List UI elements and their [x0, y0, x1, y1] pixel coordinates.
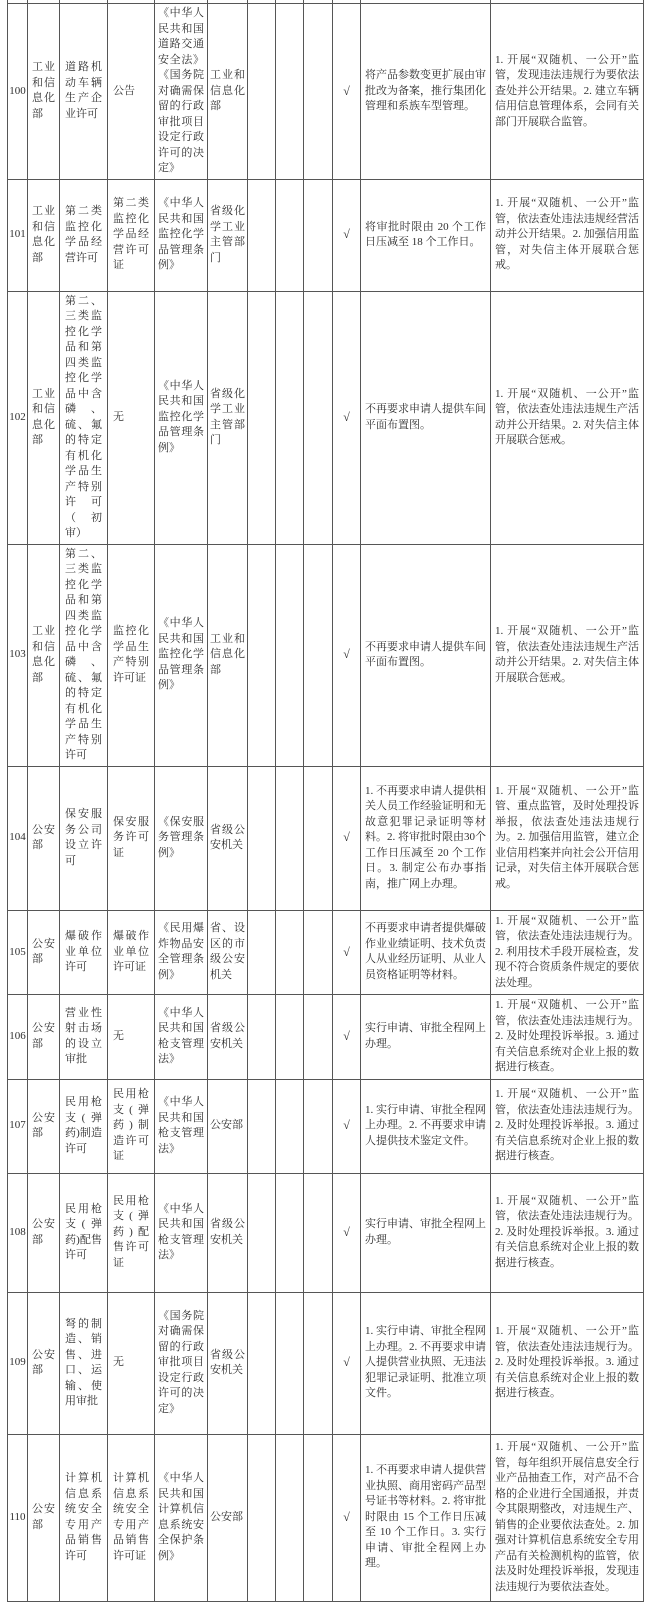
cell-item-name: 营业性射击场的设立审批: [60, 995, 108, 1080]
cell-legal-basis: 《中华人民共和国枪支管理法》: [155, 995, 208, 1080]
cell-agency: 公安部: [208, 1434, 248, 1601]
cell-reform-mode-1: [248, 1434, 276, 1601]
cell-dept: 公安部: [28, 1434, 60, 1601]
cell-seq: 102: [8, 291, 28, 544]
cell-reform-check: √: [333, 995, 361, 1080]
table-row: [8, 291, 644, 544]
table-row: [8, 179, 644, 291]
cell-dept: 公安部: [28, 766, 60, 910]
cell-reform-measures: 实行申请、审批全程网上办理。: [361, 1173, 491, 1292]
cell-reform-mode-3: [304, 766, 333, 910]
cell-supervision-measures: 1. 开展“双随机、一公开”监管，依法查处违法违规行为。2. 及时处理投诉举报。3. 通过有关信息系统对企业上报的数据进行核查。: [491, 1292, 644, 1434]
cell-seq: 100: [8, 4, 28, 180]
cell-reform-mode-2: [276, 544, 304, 766]
cell-legal-basis: 《中华人民共和国监控化学品管理条例》: [155, 179, 208, 291]
cell-agency: 省级公安机关: [208, 1292, 248, 1434]
cell-reform-check: √: [333, 1079, 361, 1173]
cell-reform-check: √: [333, 766, 361, 910]
cell-legal-basis: 《中华人民共和国监控化学品管理条例》: [155, 291, 208, 544]
cell-reform-mode-1: [248, 766, 276, 910]
cell-reform-mode-3: [304, 1173, 333, 1292]
cell-reform-check: √: [333, 1292, 361, 1434]
cell-seq: 109: [8, 1292, 28, 1434]
cell-legal-basis: 《保安服务管理条例》: [155, 766, 208, 910]
cell-reform-check: √: [333, 179, 361, 291]
table-row: [8, 910, 644, 995]
cell-seq: 103: [8, 544, 28, 766]
cell-reform-mode-3: [304, 995, 333, 1080]
cell-agency: 省级公安机关: [208, 1173, 248, 1292]
cell-reform-measures: 将产品参数变更扩展由审批改为备案，推行集团化管理和系族车型管理。: [361, 4, 491, 180]
cell-reform-measures: 1. 实行申请、审批全程网上办理。2. 不再要求申请人提供营业执照、无违法犯罪记录证明、批准立项文件。: [361, 1292, 491, 1434]
cell-reform-mode-3: [304, 910, 333, 995]
cell-dept: 公安部: [28, 1079, 60, 1173]
cell-dept: 公安部: [28, 910, 60, 995]
cell-item-name: 弩的制造、销售、进口、运输、使用审批: [60, 1292, 108, 1434]
cell-item-name: 第二、三类监控化学品和第四类监控化学品中含磷、硫、氟的特定有机化学品生产特别许可: [60, 544, 108, 766]
cell-supervision-measures: 1. 开展“双随机、一公开”监管，依法查处违法违规行为。2. 利用技术手段开展检查，发现不符合资质条件规定的要依法处理。: [491, 910, 644, 995]
cell-reform-mode-2: [276, 1434, 304, 1601]
cell-legal-basis: 《国务院对确需保留的行政审批项目设定行政许可的决定》: [155, 1292, 208, 1434]
cell-reform-mode-3: [304, 4, 333, 180]
cell-reform-mode-2: [276, 1173, 304, 1292]
cell-agency: 工业和信息化部: [208, 544, 248, 766]
cell-reform-mode-1: [248, 1292, 276, 1434]
cell-license: 公告: [108, 4, 155, 180]
cell-reform-mode-1: [248, 179, 276, 291]
cell-item-name: 民用枪支(弹药)制造许可: [60, 1079, 108, 1173]
table-row: [8, 1292, 644, 1434]
cell-agency: 公安部: [208, 1079, 248, 1173]
cell-reform-check: √: [333, 910, 361, 995]
cell-reform-mode-3: [304, 179, 333, 291]
cell-dept: 工业和信息化部: [28, 179, 60, 291]
cell-supervision-measures: 1. 开展“双随机、一公开”监管，依法查处违法违规行为。2. 及时处理投诉举报。3. 通过有关信息系统对企业上报的数据进行核查。: [491, 995, 644, 1080]
cell-seq: 106: [8, 995, 28, 1080]
table-row: [8, 1173, 644, 1292]
table-row: [8, 4, 644, 180]
cell-dept: 工业和信息化部: [28, 544, 60, 766]
cell-supervision-measures: 1. 开展“双随机、一公开”监管，依法查处违法违规经营活动并公开结果。2. 加强信用监管，对失信主体开展联合惩戒。: [491, 179, 644, 291]
cell-license: 无: [108, 291, 155, 544]
cell-seq: 110: [8, 1434, 28, 1601]
cell-agency: 省级公安机关: [208, 995, 248, 1080]
cell-legal-basis: 《中华人民共和国枪支管理法》: [155, 1079, 208, 1173]
cell-reform-measures: 1. 不再要求申请人提供相关人员工作经验证明和无故意犯罪记录证明等材料。2. 将审批时限由30个工作日压减至 20 个工作日。3. 制定公布办事指南，推广网上办理。: [361, 766, 491, 910]
cell-dept: 工业和信息化部: [28, 291, 60, 544]
cell-supervision-measures: 1. 开展“双随机、一公开”监管，依法查处违法违规行为。2. 及时处理投诉举报。3. 通过有关信息系统对企业上报的数据进行核查。: [491, 1173, 644, 1292]
cell-reform-mode-3: [304, 291, 333, 544]
cell-license: 无: [108, 1292, 155, 1434]
cell-item-name: 第二类监控化学品经营许可: [60, 179, 108, 291]
cell-legal-basis: 《中华人民共和国监控化学品管理条例》: [155, 544, 208, 766]
cell-supervision-measures: 1. 开展“双随机、一公开”监管，依法查处违法违规行为。2. 及时处理投诉举报。3. 通过有关信息系统对企业上报的数据进行核查。: [491, 1079, 644, 1173]
cell-agency: 省级化学工业主管部门: [208, 179, 248, 291]
cell-seq: 105: [8, 910, 28, 995]
cell-reform-mode-3: [304, 1434, 333, 1601]
licensing-items-table: [7, 0, 644, 1602]
cell-reform-mode-1: [248, 1079, 276, 1173]
cell-reform-measures: 1. 不再要求申请人提供营业执照、商用密码产品型号证书等材料。2. 将审批时限由 15 个工作日压减至 10 个工作日。3. 实行申请、审批全程网上办理。: [361, 1434, 491, 1601]
cell-item-name: 道路机动车辆生产企业许可: [60, 4, 108, 180]
cell-license: 民用枪支(弹药)配售许可证: [108, 1173, 155, 1292]
cell-reform-mode-2: [276, 1292, 304, 1434]
cell-supervision-measures: 1. 开展“双随机、一公开”监管，依法查处违法违规生产活动并公开结果。2. 对失信主体开展联合惩戒。: [491, 291, 644, 544]
cell-supervision-measures: 1. 开展“双随机、一公开”监管、重点监管，及时处理投诉举报，依法查处违法违规行为。2. 加强信用监管，建立企业信用档案并向社会公开信用记录，对失信主体开展联合惩戒。: [491, 766, 644, 910]
cell-legal-basis: 《中华人民共和国道路交通安全法》《国务院对确需保留的行政审批项目设定行政许可的决定》: [155, 4, 208, 180]
cell-reform-mode-1: [248, 1173, 276, 1292]
cell-seq: 104: [8, 766, 28, 910]
cell-reform-mode-2: [276, 291, 304, 544]
cell-license: 第二类监控化学品经营许可证: [108, 179, 155, 291]
cell-license: 无: [108, 995, 155, 1080]
cell-reform-mode-1: [248, 544, 276, 766]
cell-reform-mode-3: [304, 1292, 333, 1434]
cell-dept: 公安部: [28, 1173, 60, 1292]
cell-reform-mode-1: [248, 291, 276, 544]
cell-agency: 省级化学工业主管部门: [208, 291, 248, 544]
cell-legal-basis: 《中华人民共和国枪支管理法》: [155, 1173, 208, 1292]
cell-agency: 工业和信息化部: [208, 4, 248, 180]
cell-supervision-measures: 1. 开展“双随机、一公开”监管，发现违法违规行为要依法查处并公开结果。2. 建立车辆信用信息管理体系，会同有关部门开展联合监管。: [491, 4, 644, 180]
cell-reform-check: √: [333, 4, 361, 180]
cell-reform-check: √: [333, 1434, 361, 1601]
cell-license: 计算机信息系统安全专用产品销售许可证: [108, 1434, 155, 1601]
cell-seq: 107: [8, 1079, 28, 1173]
cell-agency: 省级公安机关: [208, 766, 248, 910]
cell-reform-measures: 不再要求申请人提供车间平面布置图。: [361, 291, 491, 544]
cell-reform-mode-2: [276, 995, 304, 1080]
cell-reform-check: √: [333, 544, 361, 766]
cell-reform-mode-2: [276, 910, 304, 995]
cell-seq: 101: [8, 179, 28, 291]
cell-dept: 公安部: [28, 1292, 60, 1434]
cell-reform-mode-2: [276, 1079, 304, 1173]
cell-license: 监控化学品生产特别许可证: [108, 544, 155, 766]
cell-reform-mode-1: [248, 4, 276, 180]
cell-reform-measures: 1. 实行申请、审批全程网上办理。2. 不再要求申请人提供技术鉴定文件。: [361, 1079, 491, 1173]
cell-item-name: 爆破作业单位许可: [60, 910, 108, 995]
cell-license: 保安服务许可证: [108, 766, 155, 910]
table-row: [8, 766, 644, 910]
cell-agency: 省、设区的市级公安机关: [208, 910, 248, 995]
cell-dept: 公安部: [28, 995, 60, 1080]
cell-reform-mode-2: [276, 179, 304, 291]
cell-supervision-measures: 1. 开展“双随机、一公开”监管，每年组织开展信息安全行业产品抽查工作，对产品不合格的企业进行全国通报，并责令其限期整改，对违规生产、销售的企业要依法查处。2. 加强对计算机信息系统安全专用产品有关检测机构的监管，依法及时处理投诉举报，发现违法违规行为要依法查处。: [491, 1434, 644, 1601]
cell-item-name: 计算机信息系统安全专用产品销售许可: [60, 1434, 108, 1601]
table-row: [8, 544, 644, 766]
table-row: [8, 1434, 644, 1601]
cell-reform-check: √: [333, 1173, 361, 1292]
cell-reform-check: √: [333, 291, 361, 544]
cell-reform-measures: 将审批时限由 20 个工作日压减至 18 个工作日。: [361, 179, 491, 291]
cell-dept: 工业和信息化部: [28, 4, 60, 180]
cell-license: 爆破作业单位许可证: [108, 910, 155, 995]
cell-reform-mode-3: [304, 544, 333, 766]
cell-reform-mode-1: [248, 995, 276, 1080]
cell-legal-basis: 《中华人民共和国计算机信息系统安全保护条例》: [155, 1434, 208, 1601]
cell-item-name: 民用枪支(弹药)配售许可: [60, 1173, 108, 1292]
table-row: [8, 1079, 644, 1173]
cell-supervision-measures: 1. 开展“双随机、一公开”监管，依法查处违法违规生产活动并公开结果。2. 对失信主体开展联合惩戒。: [491, 544, 644, 766]
table-row: [8, 995, 644, 1080]
cell-license: 民用枪支(弹药)制造许可证: [108, 1079, 155, 1173]
cell-reform-mode-1: [248, 910, 276, 995]
cell-reform-measures: 不再要求申请者提供爆破作业业绩证明、技术负责人从业经历证明、从业人员资格证明等材料。: [361, 910, 491, 995]
cell-reform-mode-2: [276, 4, 304, 180]
cell-reform-mode-2: [276, 766, 304, 910]
cell-item-name: 保安服务公司设立许可: [60, 766, 108, 910]
cell-seq: 108: [8, 1173, 28, 1292]
cell-reform-mode-3: [304, 1079, 333, 1173]
cell-item-name: 第二、三类监控化学品和第四类监控化学品中含磷、硫、氟的特定有机化学品生产特别许可（初审）: [60, 291, 108, 544]
cell-reform-measures: 实行申请、审批全程网上办理。: [361, 995, 491, 1080]
cell-reform-measures: 不再要求申请人提供车间平面布置图。: [361, 544, 491, 766]
cell-legal-basis: 《民用爆炸物品安全管理条例》: [155, 910, 208, 995]
